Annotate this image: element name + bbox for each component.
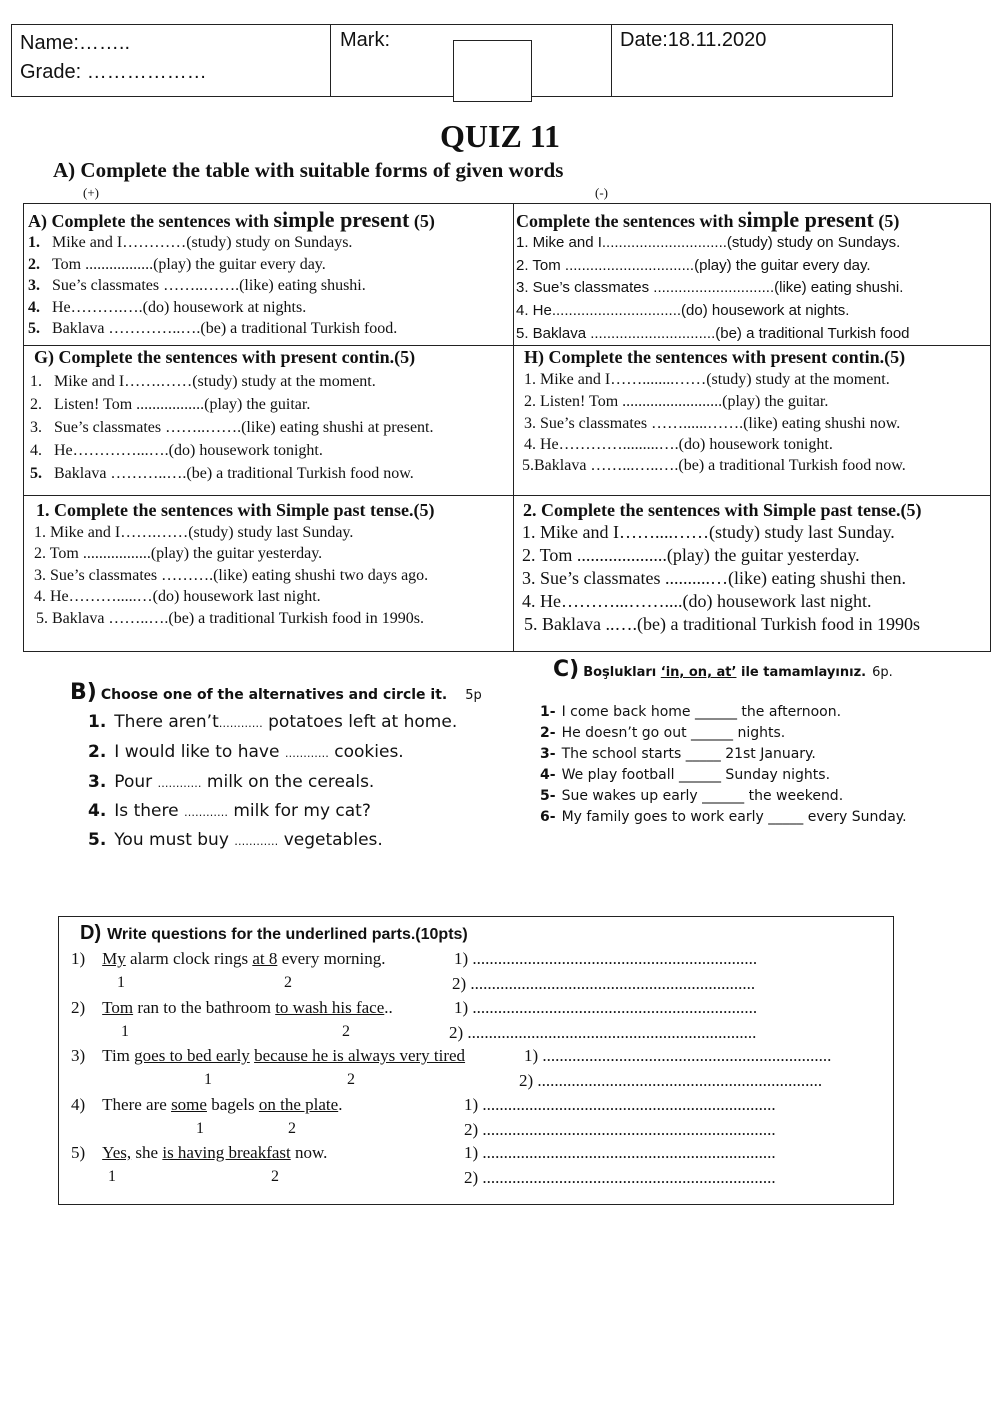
answer-line[interactable]: 2) ....................................................................: [449, 1023, 757, 1042]
plus-label: (+): [83, 185, 99, 200]
list-item: 5- Sue wakes up early ______ the weekend.: [540, 788, 844, 804]
cell-heading: Complete the sentences with simple present (5): [516, 207, 900, 232]
list-item: 3. Sue’s classmates ……….(like) eating shushi two days ago.: [34, 567, 429, 584]
list-item: 4. He……….....…(do) housework last night.: [34, 588, 321, 605]
list-item: 1. Mike and I..............................(study) study on Sundays.: [516, 234, 901, 251]
cell-heading: H) Complete the sentences with present contin.(5): [524, 347, 906, 367]
question-item: 3) Tim goes to bed early because he is always very tired: [71, 1046, 466, 1065]
list-item: 2- He doesn’t go out ______ nights.: [540, 725, 786, 741]
question-item: 2) Tom ran to the bathroom to wash his face..: [71, 998, 393, 1017]
name-grade-cell: [12, 25, 331, 96]
part-number: 2: [271, 1168, 279, 1185]
cell-heading: G) Complete the sentences with present contin.(5): [34, 347, 416, 367]
part-number: 2: [284, 974, 292, 991]
list-item: 4. He………...……....(do) housework last night.: [522, 591, 872, 611]
list-item: 5. Baklava ..….(be) a traditional Turkish food in 1990s: [524, 614, 920, 634]
part-number: 1: [117, 974, 125, 991]
list-item: 2. Listen! Tom .........................(play) the guitar.: [524, 393, 829, 410]
list-item: 1. Mike and I…….……(study) study at the moment.: [30, 373, 376, 390]
part-number: 2: [342, 1023, 350, 1040]
list-item: 3. Pour ………… milk on the cereals.: [88, 772, 375, 792]
list-item: 3. Sue’s classmates .............................(like) eating shushi.: [516, 279, 904, 296]
answer-line[interactable]: 2) .....................................................................: [464, 1120, 776, 1139]
grid-divider: [513, 204, 514, 651]
section-a-heading: A) Complete the table with suitable forms of given words: [53, 158, 564, 182]
list-item: 1. There aren’t………… potatoes left at home.: [88, 712, 458, 732]
list-item: 2. Tom ...............................(play) the guitar every day.: [516, 257, 871, 274]
list-item: 5. Baklava ………..….(be) a traditional Turkish food now.: [30, 465, 414, 482]
minus-label: (-): [595, 185, 608, 200]
list-item: 2. Listen! Tom .................(play) the guitar.: [30, 396, 311, 413]
part-number: 1: [204, 1071, 212, 1088]
list-item: 2. I would like to have ………… cookies.: [88, 742, 404, 762]
list-item: 3. Sue’s classmates ..........…(like) eating shushi then.: [522, 568, 906, 588]
answer-line[interactable]: 1) ....................................................................: [524, 1046, 832, 1065]
list-item: 2. Tom ....................(play) the guitar yesterday.: [522, 545, 860, 565]
section-c-heading: C) Boşlukları ‘in, on, at’ ile tamamlayınız. 6p.: [553, 657, 893, 682]
date-label: Date:18.11.2020: [620, 29, 767, 51]
list-item: 1. Mike and I……....……(study) study last Sunday.: [522, 522, 895, 542]
part-number: 2: [288, 1120, 296, 1137]
question-item: 5) Yes, she is having breakfast now.: [71, 1143, 328, 1162]
list-item: 1. Mike and I……........……(study) study at the moment.: [524, 371, 890, 388]
list-item: 3. Sue’s classmates ……..…….(like) eating shushi.: [28, 277, 366, 294]
part-number: 2: [347, 1071, 355, 1088]
answer-line[interactable]: 1) .....................................................................: [464, 1095, 776, 1114]
question-item: 1) My alarm clock rings at 8 every morning.: [71, 949, 386, 968]
answer-line[interactable]: 1) .....................................................................: [464, 1143, 776, 1162]
answer-line[interactable]: 2) ...................................................................: [519, 1071, 823, 1090]
date-cell: [612, 25, 892, 96]
section-d-heading: D) Write questions for the underlined parts.(10pts): [80, 922, 468, 944]
section-b-heading: B) Choose one of the alternatives and circle it. 5p: [70, 680, 482, 705]
list-item: 1- I come back home ______ the afternoon.: [540, 704, 842, 720]
part-number: 1: [108, 1168, 116, 1185]
header-table: [11, 24, 893, 97]
list-item: 5. Baklava …………..….(be) a traditional Turkish food.: [28, 320, 398, 337]
cell-heading: 1. Complete the sentences with Simple past tense.(5): [36, 500, 435, 520]
answer-line[interactable]: 2) .....................................................................: [464, 1168, 776, 1187]
answer-line[interactable]: 1) ...................................................................: [454, 998, 758, 1017]
list-item: 4. Is there ………… milk for my cat?: [88, 801, 371, 821]
list-item: 1. Mike and I…….……(study) study last Sunday.: [34, 524, 354, 541]
grade-field[interactable]: Grade: ………………: [20, 61, 207, 83]
mark-box[interactable]: [453, 40, 532, 102]
list-item: 6- My family goes to work early _____ every Sunday.: [540, 809, 907, 825]
page-title: QUIZ 11: [439, 118, 561, 154]
list-item: 4. He………….........….(do) housework tonight.: [524, 436, 833, 453]
list-item: 3. Sue’s classmates ……..…….(like) eating shushi at present.: [30, 419, 434, 436]
part-number: 1: [196, 1120, 204, 1137]
list-item: 2. Tom .................(play) the guitar yesterday.: [34, 545, 323, 562]
answer-line[interactable]: 1) ...................................................................: [454, 949, 758, 968]
grid-divider: [24, 345, 990, 346]
mark-label: Mark:: [340, 29, 390, 51]
list-item: 3- The school starts _____ 21st January.: [540, 746, 816, 762]
list-item: 5. You must buy ………… vegetables.: [88, 830, 383, 850]
name-field[interactable]: Name:……..: [20, 32, 131, 54]
list-item: 4- We play football ______ Sunday nights.: [540, 767, 831, 783]
list-item: 5.Baklava ……...…..….(be) a traditional Turkish food now.: [522, 457, 906, 474]
section-d-box: [58, 916, 894, 1205]
list-item: 5. Baklava ……..….(be) a traditional Turkish food in 1990s.: [36, 610, 424, 627]
list-item: 3. Sue’s classmates ……......…….(like) eating shushi now.: [524, 415, 901, 432]
list-item: 4. He…………...….(do) housework tonight.: [30, 442, 323, 459]
list-item: 5. Baklava ..............................(be) a traditional Turkish food: [516, 325, 910, 342]
exercise-grid: [23, 203, 991, 652]
list-item: 4. He……….….(do) housework at nights.: [28, 299, 307, 316]
answer-line[interactable]: 2) ...................................................................: [452, 974, 756, 993]
grid-divider: [24, 495, 990, 496]
cell-heading: A) Complete the sentences with simple present (5): [28, 207, 435, 232]
list-item: 4. He...............................(do) housework at nights.: [516, 302, 850, 319]
part-number: 1: [121, 1023, 129, 1040]
question-item: 4) There are some bagels on the plate.: [71, 1095, 343, 1114]
cell-heading: 2. Complete the sentences with Simple past tense.(5): [523, 500, 922, 520]
list-item: 2. Tom .................(play) the guitar every day.: [28, 256, 326, 273]
list-item: 1. Mike and I…………(study) study on Sundays.: [28, 234, 353, 251]
